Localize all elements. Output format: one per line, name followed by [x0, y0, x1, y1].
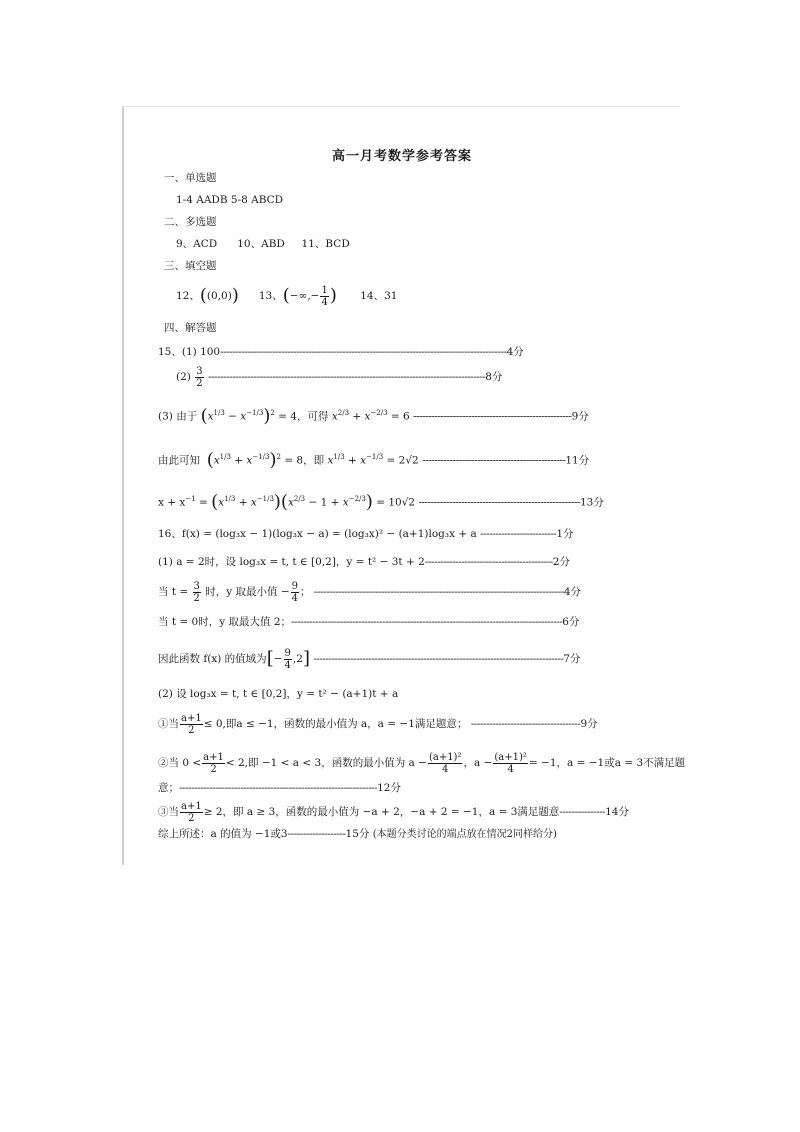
score: 9分 — [571, 410, 589, 423]
grading-note: (本题分类讨论的端点放在情况2同样给分) — [372, 829, 557, 840]
answer-9: 9、ACD — [176, 238, 218, 250]
q16-case3: ③当 $\frac{a+1}{2}$ ≥ 2，即 a ≥ 3，函数的最小值为 −a + 2，−a + 2 = −1，a = 3满足题意---------------14分 — [158, 800, 629, 824]
fraction: $\frac{9}{4}$ — [284, 647, 291, 671]
q15-part4: 由此可知 $(x^{1/3} + x^{-1/3})^2 = 8$，即 $x^{1/3} + x^{-1/3} = 2√2$ -----------------------------------------------11分 — [158, 449, 590, 471]
answer-11: 11、BCD — [301, 238, 350, 250]
q16-range: 因此函数 f(x) 的值域为[− $\frac{9}{4}$ ,2] ----------------------------------------------------------------------------------7分 — [158, 647, 581, 671]
score: 6分 — [562, 616, 580, 628]
section-single-choice: 一、单选题 — [164, 172, 217, 184]
fill-blank-answers: 12、((0,0)) 13、(−∞,− $\frac{1}{4}$ ) 14、31 — [176, 284, 398, 308]
q16-part1-min: 当 t = $\frac{3}{2}$ 时，y 取最小值 − $\frac{9}{4}$ ； ----------------------------------------------------------------------------------4分 — [158, 580, 582, 604]
answer-12-value: (0,0) — [206, 290, 232, 302]
score: 13分 — [579, 496, 604, 509]
answer-sheet — [122, 106, 686, 865]
q15-part3: (3) 由于 $(x^{1/3} - x^{-1/3})^2 = 4$，可得 $x^{2/3} + x^{-2/3} = 6$ ----------------------------------------------------9分 — [158, 405, 589, 427]
score: 8分 — [485, 371, 503, 383]
fraction: $\frac{\text{(a+1)²}}{4}$ — [428, 751, 462, 775]
q16-part2: (2) 设 log₃x = t, t ∈ [0,2]，y = t² − (a+1)t + a — [158, 688, 399, 700]
answer-12-label: 12、 — [176, 290, 200, 302]
single-choice-answers: 1-4 AADB 5-8 ABCD — [176, 194, 284, 206]
fraction: $\frac{a+1}{2}$ — [203, 751, 224, 775]
q15-part2: (2) $\frac{3}{2}$ -------------------------------------------------------------------------------------------8分 — [176, 365, 503, 389]
multi-choice-answers — [176, 237, 350, 251]
score: 15分 — [345, 828, 370, 840]
score: 7分 — [563, 653, 581, 665]
fraction: $\frac{3}{2}$ — [193, 580, 200, 604]
q16-function: 16、f(x) = (log₃x − 1)(log₃x − a) = (log₃x)² − (a+1)log₃x + a -------------------------1分 — [158, 528, 574, 540]
q15-part1: 15、(1) 100----------------------------------------------------------------------------------------------4分 — [158, 346, 524, 358]
section-fill-blank: 三、填空题 — [164, 260, 217, 272]
section-multi-choice: 二、多选题 — [164, 216, 217, 228]
q16-part1: (1) a = 2时，设 log₃x = t, t ∈ [0,2]，y = t² − 3t + 2------------------------------------------2分 — [158, 556, 570, 568]
answer-13-label: 13、 — [258, 290, 283, 302]
answer-13-value: −∞,− — [289, 290, 320, 302]
q16-summary: 综上所述：a 的值为 −1或3-------------------15分 (本题分类讨论的端点放在情况2同样给分) — [158, 828, 557, 840]
score: 4分 — [506, 346, 524, 358]
q15-part5: $x + x^{-1} = (x^{1/3} + x^{-1/3})(x^{2/3} - 1 + x^{-2/3}) = 10√2$ -----------------------------------------------------13分 — [158, 491, 604, 513]
fraction: $\frac{\text{(a+1)²}}{4}$ — [494, 751, 527, 775]
fraction: $\frac{a+1}{2}$ — [181, 712, 202, 736]
score: 12分 — [377, 782, 401, 794]
score: 14分 — [605, 806, 629, 818]
fraction: $\frac{9}{4}$ — [291, 580, 299, 604]
score: 1分 — [556, 528, 574, 540]
fraction: $\frac{1}{4}$ — [321, 284, 328, 308]
fraction: $\frac{3}{2}$ — [196, 365, 203, 389]
q16-part1-max: 当 t = 0时，y 取最大值 2；-----------------------------------------------------------------------------------------6分 — [158, 616, 580, 628]
score: 11分 — [565, 454, 590, 467]
answer-14: 14、31 — [360, 290, 398, 302]
score: 9分 — [580, 718, 598, 730]
q16-case1: ①当 $\frac{a+1}{2}$ ≤ 0,即a ≤ −1，函数的最小值为 a，a = −1满足题意； ------------------------------------9分 — [158, 712, 598, 736]
score: 4分 — [563, 586, 582, 598]
q16-case2-end: 意；-----------------------------------------------------------------12分 — [158, 782, 401, 794]
page-title: 高一月考数学参考答案 — [331, 149, 472, 164]
fraction: $\frac{a+1}{2}$ — [181, 800, 202, 824]
q16-case2: ②当 0 < $\frac{a+1}{2}$ < 2,即 −1 < a < 3，函数的最小值为 a − $\frac{\text{(a+1)²}}{4}$ ，a − $\frac{\text{(a+1)²}}{4}$ = −1，a = −1或a = 3不满足题 — [158, 751, 686, 775]
answer-10: 10、ABD — [237, 238, 285, 250]
section-solutions: 四、解答题 — [164, 322, 217, 334]
score: 2分 — [552, 556, 570, 568]
